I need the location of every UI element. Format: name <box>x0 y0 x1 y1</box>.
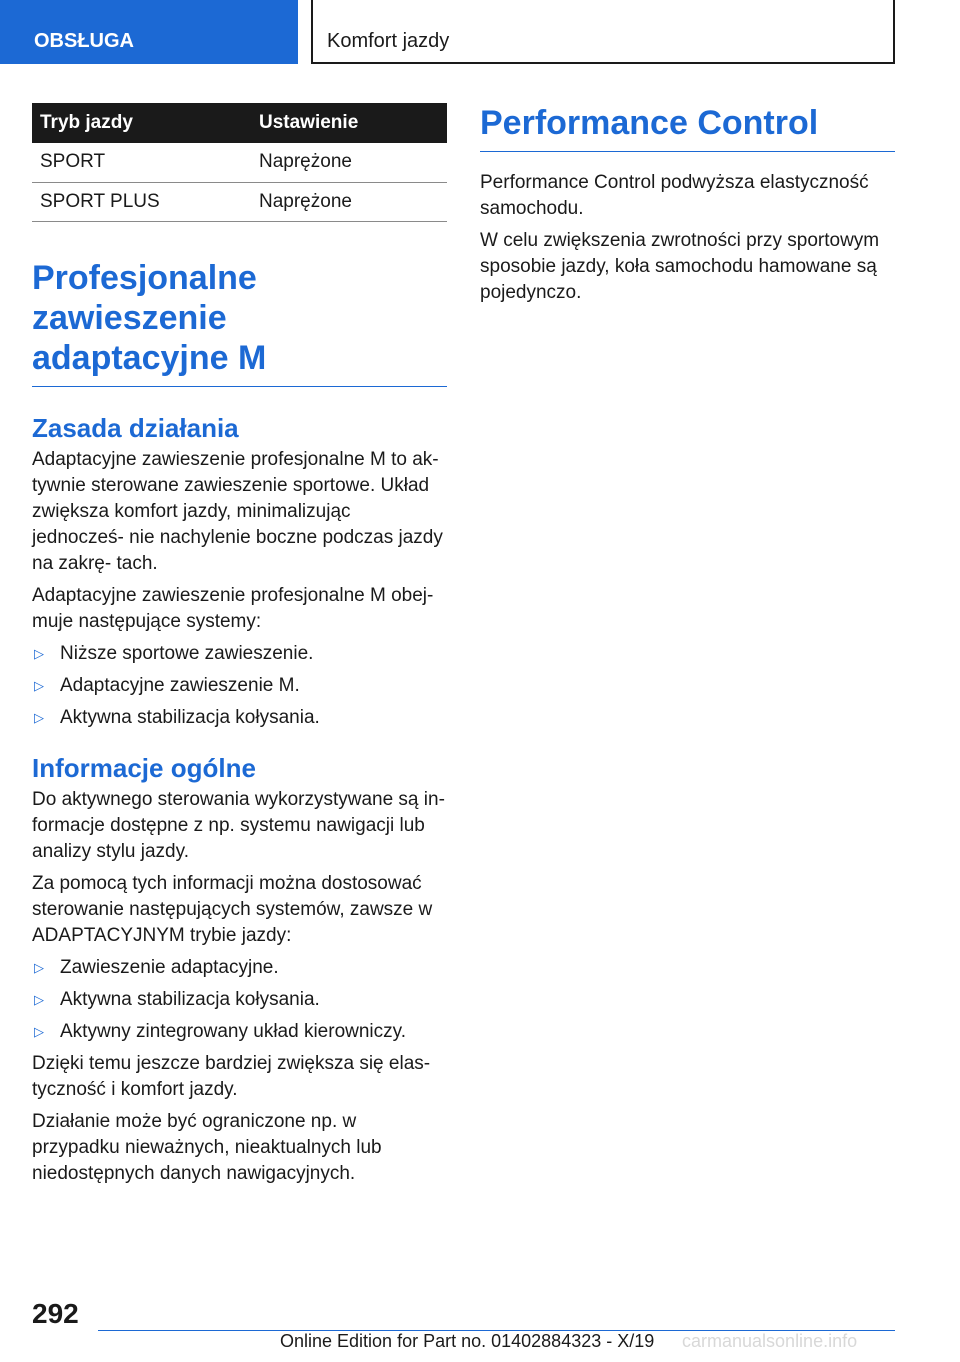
list-item: ▷ Adaptacyjne zawieszenie M. <box>32 673 447 699</box>
table-cell: SPORT <box>32 143 251 182</box>
list-item: ▷ Zawieszenie adaptacyjne. <box>32 955 447 981</box>
table-row <box>32 182 447 221</box>
list-item: ▷ Niższe sportowe zawieszenie. <box>32 641 447 667</box>
triangle-bullet-icon: ▷ <box>34 677 44 693</box>
paragraph: Do aktywnego sterowania wykorzystywane są in‐ formacje dostępne z np. systemu nawigacji lub analizy stylu jazdy. <box>32 788 445 862</box>
subheading-informacje: Informacje ogólne <box>32 752 256 783</box>
section-title-performance: Performance Control <box>480 103 895 152</box>
watermark: carmanualsonline.info <box>682 1331 858 1351</box>
section-title-m-suspension <box>32 258 447 387</box>
triangle-bullet-icon: ▷ <box>34 1023 44 1039</box>
table-cell: Naprężone <box>251 182 447 221</box>
list-item: ▷ Aktywna stabilizacja kołysania. <box>32 987 447 1013</box>
page-number: 292 <box>32 1298 79 1329</box>
subheading-zasada: Zasada działania <box>32 412 239 443</box>
section-title-line: Profesjonalne zawieszenie <box>32 258 257 337</box>
section-title-line: adaptacyjne M <box>32 338 267 377</box>
paragraph: Działanie może być ograniczone np. w przypadku nieważnych, nieaktualnych lub niedostępnych danych nawigacyjnych. <box>32 1110 382 1184</box>
footer-edition: Online Edition for Part no. 01402884323 - X/19 <box>280 1331 655 1351</box>
table-cell: SPORT PLUS <box>32 182 251 221</box>
table-cell: Naprężone <box>251 143 447 182</box>
table-header: Tryb jazdy <box>32 103 251 143</box>
triangle-bullet-icon: ▷ <box>34 645 44 661</box>
table-header: Ustawienie <box>251 103 447 143</box>
triangle-bullet-icon: ▷ <box>34 709 44 725</box>
paragraph: Adaptacyjne zawieszenie profesjonalne M to ak‐ tywnie sterowane zawieszenie sportowe. Układ zwiększa komfort jazdy, minimalizując jednocześ‐ nie nachylenie boczne podczas jazdy na zakrę‐ tach. <box>32 448 443 574</box>
paragraph: Dzięki temu jeszcze bardziej zwiększa się elas‐ tyczność i komfort jazdy. <box>32 1052 431 1100</box>
triangle-bullet-icon: ▷ <box>34 959 44 975</box>
paragraph: W celu zwiększenia zwrotności przy sportowym sposobie jazdy, koła samochodu hamowane są pojedynczo. <box>480 230 880 303</box>
bullet-list <box>32 641 447 731</box>
triangle-bullet-icon: ▷ <box>34 991 44 1007</box>
paragraph: Za pomocą tych informacji można dostosować sterowanie następujących systemów, zawsze w ADAPTACYJNYM trybie jazdy: <box>32 872 433 946</box>
right-column <box>480 103 895 306</box>
drive-mode-table <box>32 103 447 222</box>
list-item: ▷ Aktywna stabilizacja kołysania. <box>32 705 447 731</box>
paragraph: Performance Control podwyższa elastyczność samochodu. <box>480 172 869 219</box>
left-column <box>32 103 447 1187</box>
table-header-row <box>32 103 447 143</box>
bullet-list <box>32 955 447 1045</box>
header-chapter-title: Komfort jazdy <box>311 0 895 64</box>
paragraph: Adaptacyjne zawieszenie profesjonalne M obej‐ muje następujące systemy: <box>32 584 434 632</box>
header-section-label: OBSŁUGA <box>0 0 298 64</box>
table-row <box>32 143 447 182</box>
list-item: ▷ Aktywny zintegrowany układ kierowniczy. <box>32 1019 447 1045</box>
